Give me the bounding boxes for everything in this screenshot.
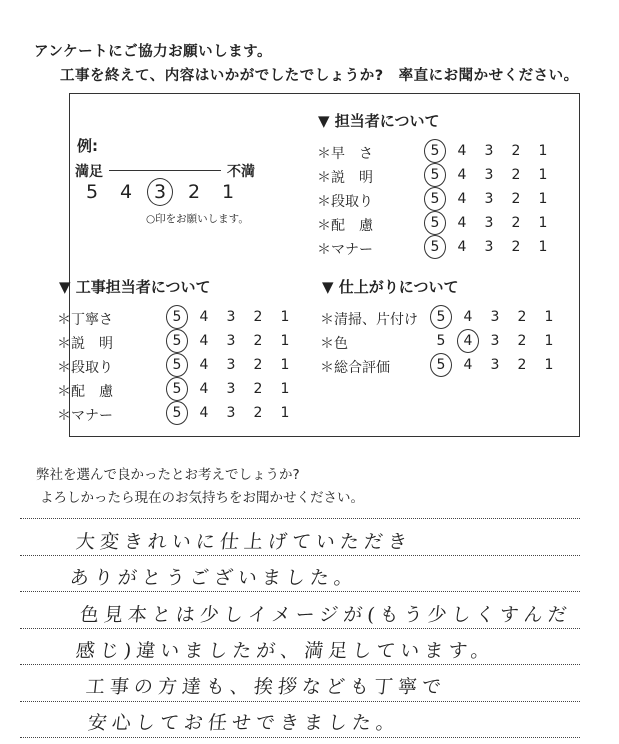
rating-value: 2 xyxy=(253,309,263,325)
ruled-line xyxy=(20,701,580,702)
question-line-2: よろしかったら現在のお気持ちをお聞かせください。 xyxy=(40,490,364,506)
rating-value: 1 xyxy=(538,239,548,255)
rating-value-selected: 5 xyxy=(166,333,188,349)
staff-row-label: ＊早 さ xyxy=(317,146,373,162)
rating-value: 4 xyxy=(199,309,209,325)
staff-row-label: ＊マナー xyxy=(317,242,373,258)
rating-value-selected: 5 xyxy=(430,357,452,373)
rating-value: 3 xyxy=(226,333,236,349)
staff-row-label: ＊段取り xyxy=(317,194,373,210)
rating-value: 1 xyxy=(538,143,548,159)
ruled-line xyxy=(20,591,580,592)
ruled-line xyxy=(20,518,580,519)
rating-value: 3 xyxy=(484,191,494,207)
rating-value: 2 xyxy=(511,239,521,255)
rating-value: 4 xyxy=(463,309,473,325)
rating-value: 3 xyxy=(490,357,500,373)
rating-value: 3 xyxy=(226,381,236,397)
construction-staff-section-title: ▼ 工事担当者について xyxy=(59,278,211,296)
rating-value: 4 xyxy=(457,191,467,207)
rating-value: 4 xyxy=(199,333,209,349)
rating-value: 1 xyxy=(280,357,290,373)
rating-value: 3 xyxy=(490,309,500,325)
rating-value: 1 xyxy=(544,357,554,373)
construction-staff-row-label: ＊マナー xyxy=(57,408,113,424)
ruled-line xyxy=(20,737,580,738)
finish-row-label: ＊総合評価 xyxy=(320,360,390,376)
rating-value: 2 xyxy=(511,191,521,207)
rating-value: 4 xyxy=(457,167,467,183)
rating-value: 1 xyxy=(280,405,290,421)
example-scale xyxy=(80,181,240,203)
finish-row-rating xyxy=(430,333,560,349)
example-scale-value: 2 xyxy=(187,181,201,203)
staff-row-rating xyxy=(424,239,554,255)
rating-value-selected: 5 xyxy=(424,167,446,183)
ruled-line xyxy=(20,664,580,665)
rating-value: 1 xyxy=(538,215,548,231)
finish-row-rating xyxy=(430,357,560,373)
example-scale-line xyxy=(109,170,221,171)
rating-value: 1 xyxy=(280,381,290,397)
construction-staff-row-rating xyxy=(166,381,296,397)
finish-section-title: ▼ 仕上がりについて xyxy=(322,278,459,296)
staff-section-title: ▼ 担当者について xyxy=(318,112,440,130)
rating-value: 1 xyxy=(280,309,290,325)
rating-value: 2 xyxy=(517,309,527,325)
rating-value: 3 xyxy=(484,143,494,159)
rating-value: 1 xyxy=(544,309,554,325)
example-title: 例: xyxy=(77,137,98,155)
rating-value-selected: 5 xyxy=(424,143,446,159)
handwritten-answer-line: 工事の方達も、挨拶なども丁寧で xyxy=(84,676,448,698)
construction-staff-row-rating xyxy=(166,309,296,325)
rating-value-selected: 5 xyxy=(430,309,452,325)
rating-value-selected: 5 xyxy=(424,215,446,231)
example-dissatisfied-label: 不満 xyxy=(227,164,255,180)
construction-staff-row-label: ＊段取り xyxy=(57,360,113,376)
construction-staff-row-rating xyxy=(166,405,296,421)
finish-row-label: ＊清掃、片付け xyxy=(320,312,418,328)
rating-value: 1 xyxy=(280,333,290,349)
rating-value-selected: 5 xyxy=(166,405,188,421)
construction-staff-row-rating xyxy=(166,333,296,349)
handwritten-answer-line: 色見本とは少しイメージが(もう少しくすんだ xyxy=(78,604,573,626)
staff-row-rating xyxy=(424,143,554,159)
rating-value: 2 xyxy=(511,167,521,183)
question-line-1: 弊社を選んで良かったとお考えでしょうか? xyxy=(36,467,300,483)
staff-row-label: ＊説 明 xyxy=(317,170,373,186)
construction-staff-row-label: ＊丁寧さ xyxy=(57,312,113,328)
construction-staff-row-label: ＊配 慮 xyxy=(57,384,113,400)
construction-staff-row-rating xyxy=(166,357,296,373)
rating-value: 2 xyxy=(253,333,263,349)
example-scale-value: 1 xyxy=(221,181,235,203)
rating-value: 3 xyxy=(226,405,236,421)
rating-value: 3 xyxy=(226,309,236,325)
staff-row-rating xyxy=(424,215,554,231)
handwritten-answer-line: 安心してお任せできました。 xyxy=(86,712,402,734)
finish-row-rating xyxy=(430,309,560,325)
rating-value: 4 xyxy=(199,357,209,373)
handwritten-answer-line: 感じ)違いましたが、満足しています。 xyxy=(74,640,496,662)
rating-value-selected: 5 xyxy=(166,357,188,373)
staff-row-label: ＊配 慮 xyxy=(317,218,373,234)
rating-value: 2 xyxy=(253,381,263,397)
handwritten-answer-line: ありがとうございました。 xyxy=(68,567,360,589)
rating-value: 2 xyxy=(511,143,521,159)
rating-value: 3 xyxy=(490,333,500,349)
rating-value-selected: 4 xyxy=(457,333,479,349)
rating-value: 4 xyxy=(463,357,473,373)
handwritten-answer-line: 大変きれいに仕上げていただき xyxy=(74,531,414,553)
intro-line-1: アンケートにご協力お願いします。 xyxy=(34,44,272,60)
intro-line-2: 工事を終えて、内容はいかがでしたでしょうか? 率直にお聞かせください。 xyxy=(60,68,579,84)
rating-value: 4 xyxy=(457,143,467,159)
rating-value: 2 xyxy=(253,357,263,373)
rating-value-selected: 5 xyxy=(166,309,188,325)
rating-value: 3 xyxy=(484,167,494,183)
rating-value: 4 xyxy=(199,405,209,421)
rating-value-selected: 5 xyxy=(424,191,446,207)
rating-value: 4 xyxy=(199,381,209,397)
example-scale-value-selected: 3 xyxy=(148,181,172,203)
staff-row-rating xyxy=(424,191,554,207)
rating-value: 3 xyxy=(484,215,494,231)
rating-value: 2 xyxy=(253,405,263,421)
rating-value: 1 xyxy=(538,191,548,207)
rating-value: 2 xyxy=(511,215,521,231)
rating-value: 4 xyxy=(457,239,467,255)
ruled-line xyxy=(20,628,580,629)
construction-staff-row-label: ＊説 明 xyxy=(57,336,113,352)
rating-value: 2 xyxy=(517,333,527,349)
ruled-line xyxy=(20,555,580,556)
rating-value: 2 xyxy=(517,357,527,373)
staff-row-rating xyxy=(424,167,554,183)
rating-value: 1 xyxy=(544,333,554,349)
example-satisfied-label: 満足 xyxy=(75,164,103,180)
rating-value: 5 xyxy=(436,333,446,349)
finish-row-label: ＊色 xyxy=(320,336,348,352)
rating-value-selected: 5 xyxy=(166,381,188,397)
rating-value: 3 xyxy=(484,239,494,255)
rating-value-selected: 5 xyxy=(424,239,446,255)
rating-value: 3 xyxy=(226,357,236,373)
example-note: ○印をお願いします。 xyxy=(146,213,249,225)
rating-value: 4 xyxy=(457,215,467,231)
rating-value: 1 xyxy=(538,167,548,183)
example-scale-value: 4 xyxy=(119,181,133,203)
example-scale-value: 5 xyxy=(85,181,99,203)
